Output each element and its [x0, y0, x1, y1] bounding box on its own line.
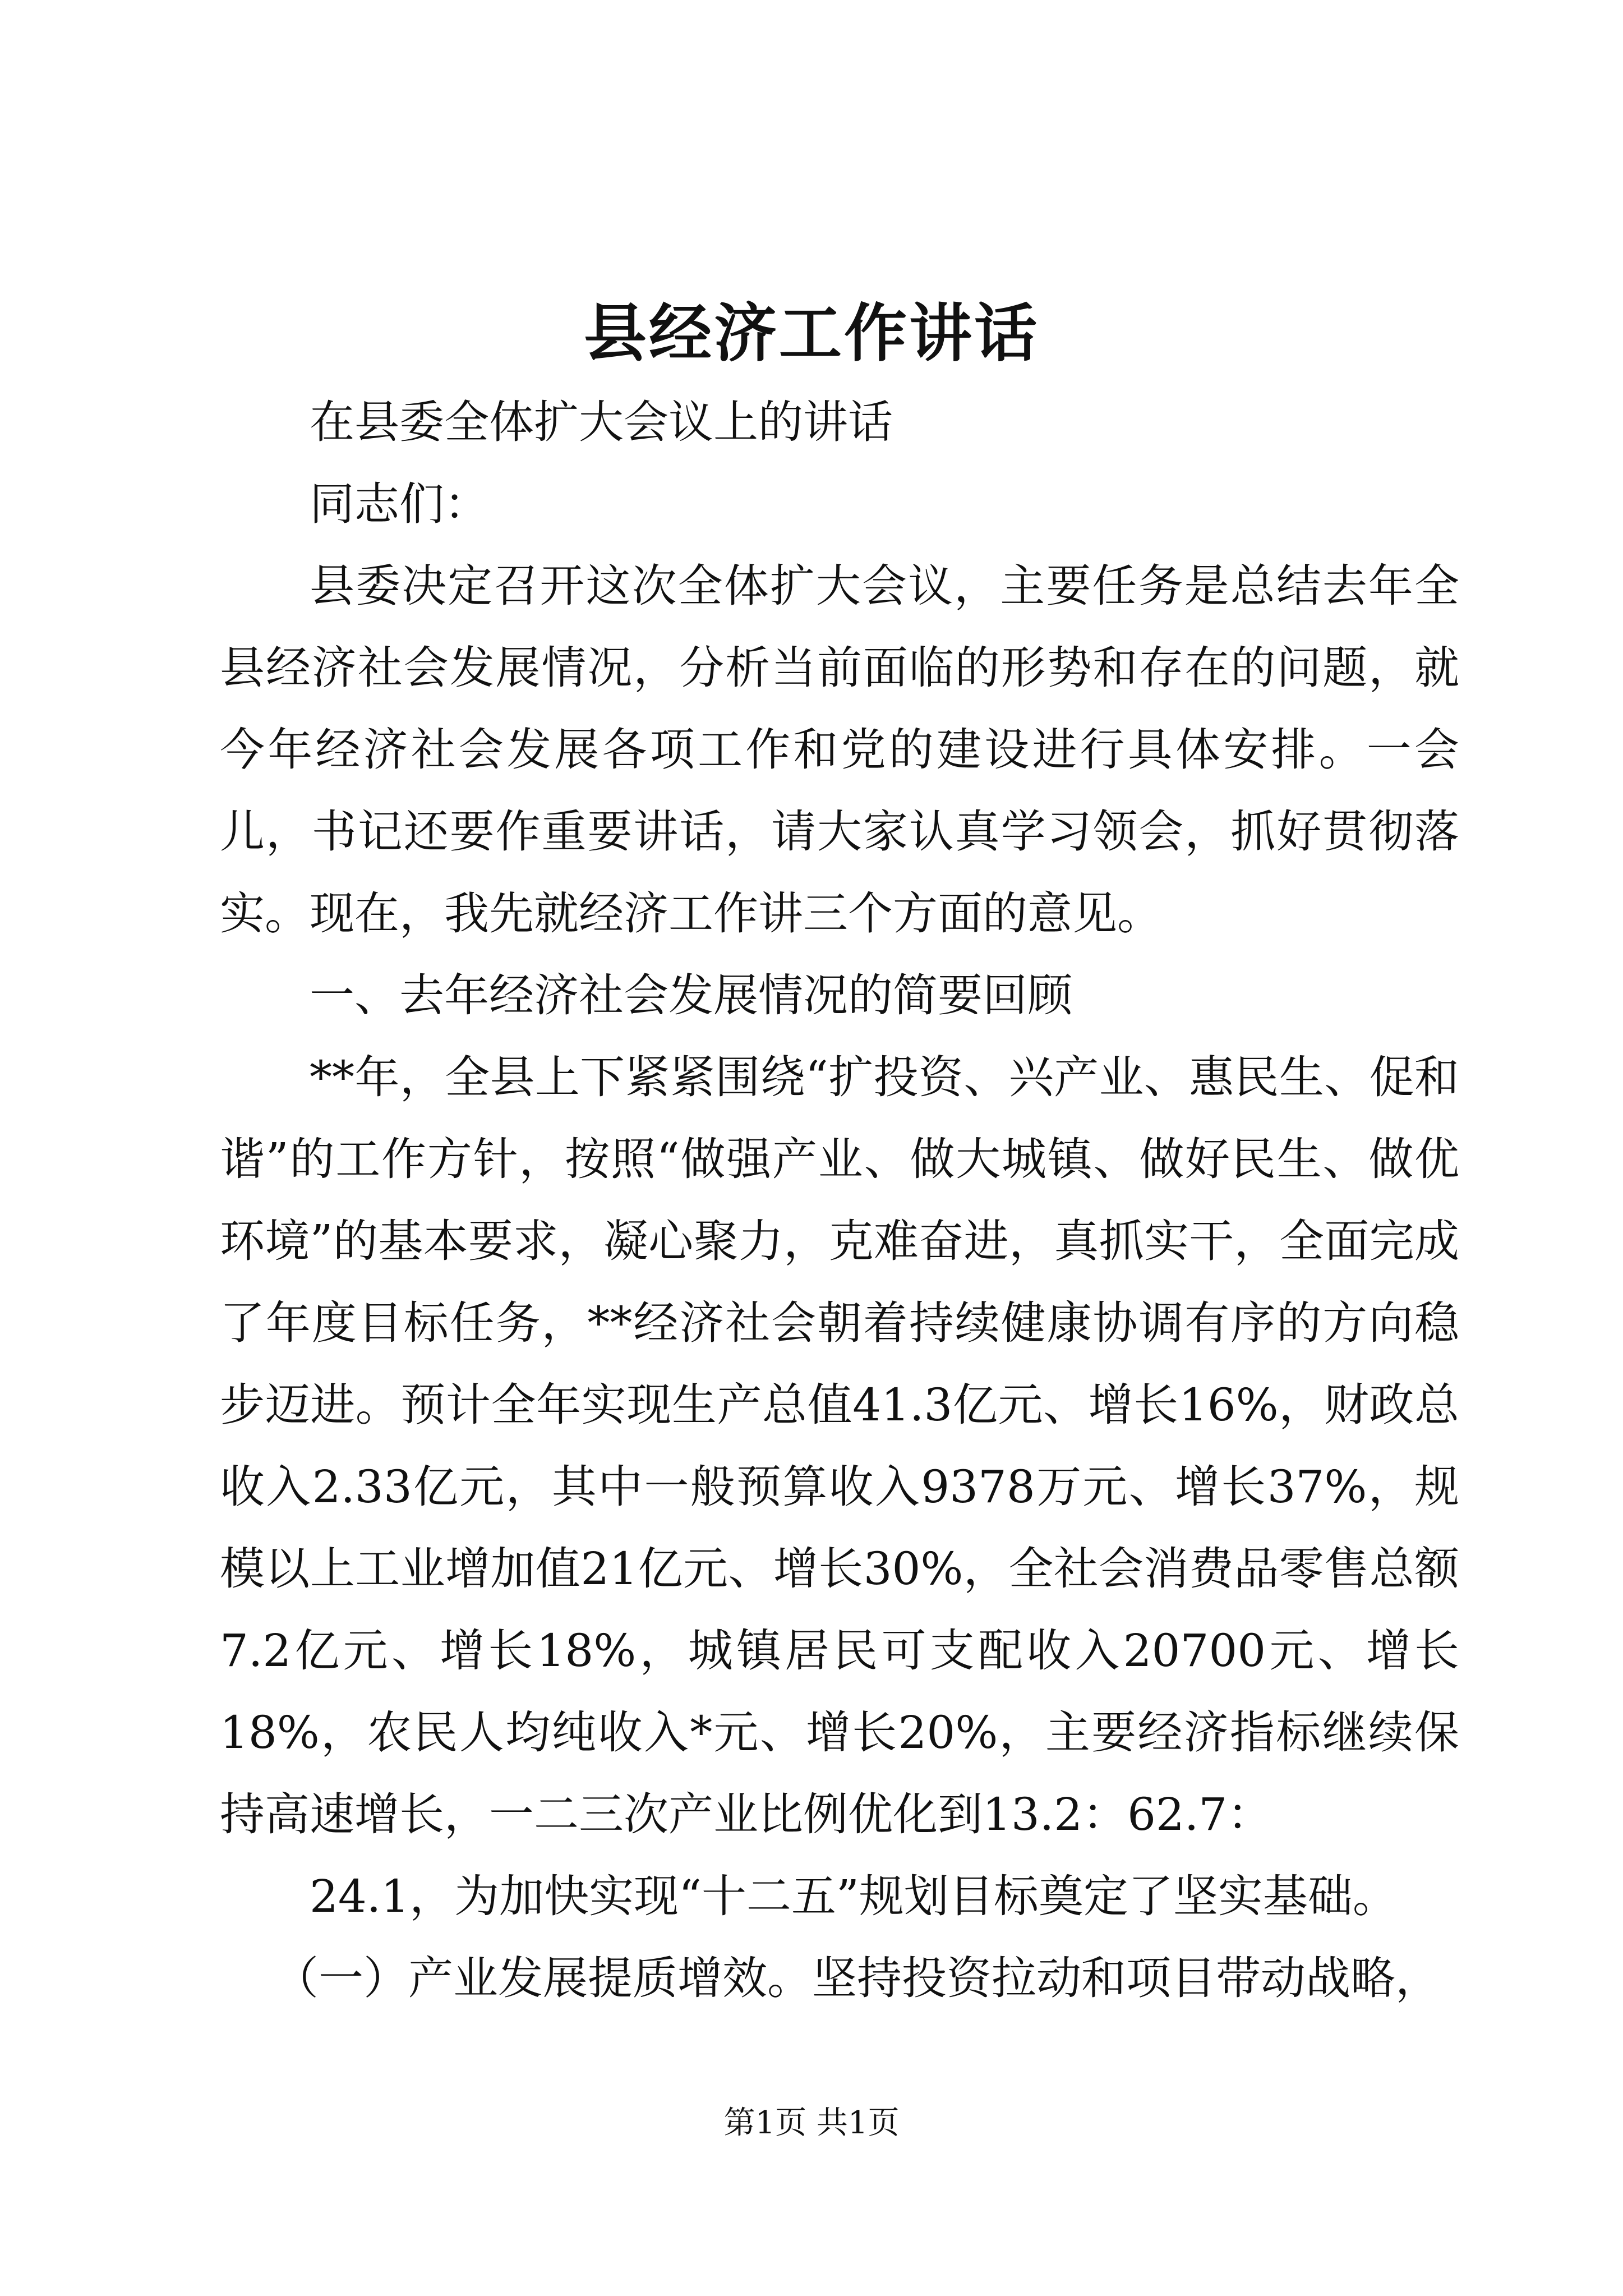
review-paragraph: **年，全县上下紧紧围绕“扩投资、兴产业、惠民生、促和谐”的工作方针，按照“做强产业、做大城镇、做好民生、做优环境”的基本要求，凝心聚力，克难奋进，真抓实干，全面完成了年度目标任务，**经济社会朝着持续健康协调有序的方向稳步迈进。预计全年实现生产总值41.3亿元、增长16%，财政总收入2.33亿元，其中一般预算收入9378万元、增长37%，规模以上工业增加值21亿元、增长30%，全社会消费品零售总额7.2亿元、增长18%，城镇居民可支配收入20700元、增长18%，农民人均纯收入*元、增长20%，主要经济指标继续保持高速增长，一二三次产业比例优化到13.2：62.7： — [220, 1051, 1459, 1841]
salutation-paragraph: 同志们： — [310, 478, 489, 530]
subsection-paragraph: （一）产业发展提质增效。坚持投资拉动和项目带动战略， — [274, 1952, 1440, 2004]
intro-paragraph: 县委决定召开这次全体扩大会议，主要任务是总结去年全县经济社会发展情况，分析当前面临的形势和存在的问题，就今年经济社会发展各项工作和党的建设进行具体安排。一会儿，书记还要作重要讲话，请大家认真学习领会，抓好贯彻落实。现在，我先就经济工作讲三个方面的意见。 — [220, 560, 1459, 940]
section-heading: 一、去年经济社会发展情况的简要回顾 — [310, 969, 1072, 1022]
document-body — [220, 381, 1459, 2019]
document-title: 县经济工作讲话 — [584, 297, 1039, 370]
page-footer: 第1页 共1页 — [723, 2105, 900, 2141]
subtitle-paragraph: 在县委全体扩大会议上的讲话 — [310, 396, 893, 448]
ratio-continuation-paragraph: 24.1，为加快实现“十二五”规划目标奠定了坚实基础。 — [310, 1870, 1398, 1922]
